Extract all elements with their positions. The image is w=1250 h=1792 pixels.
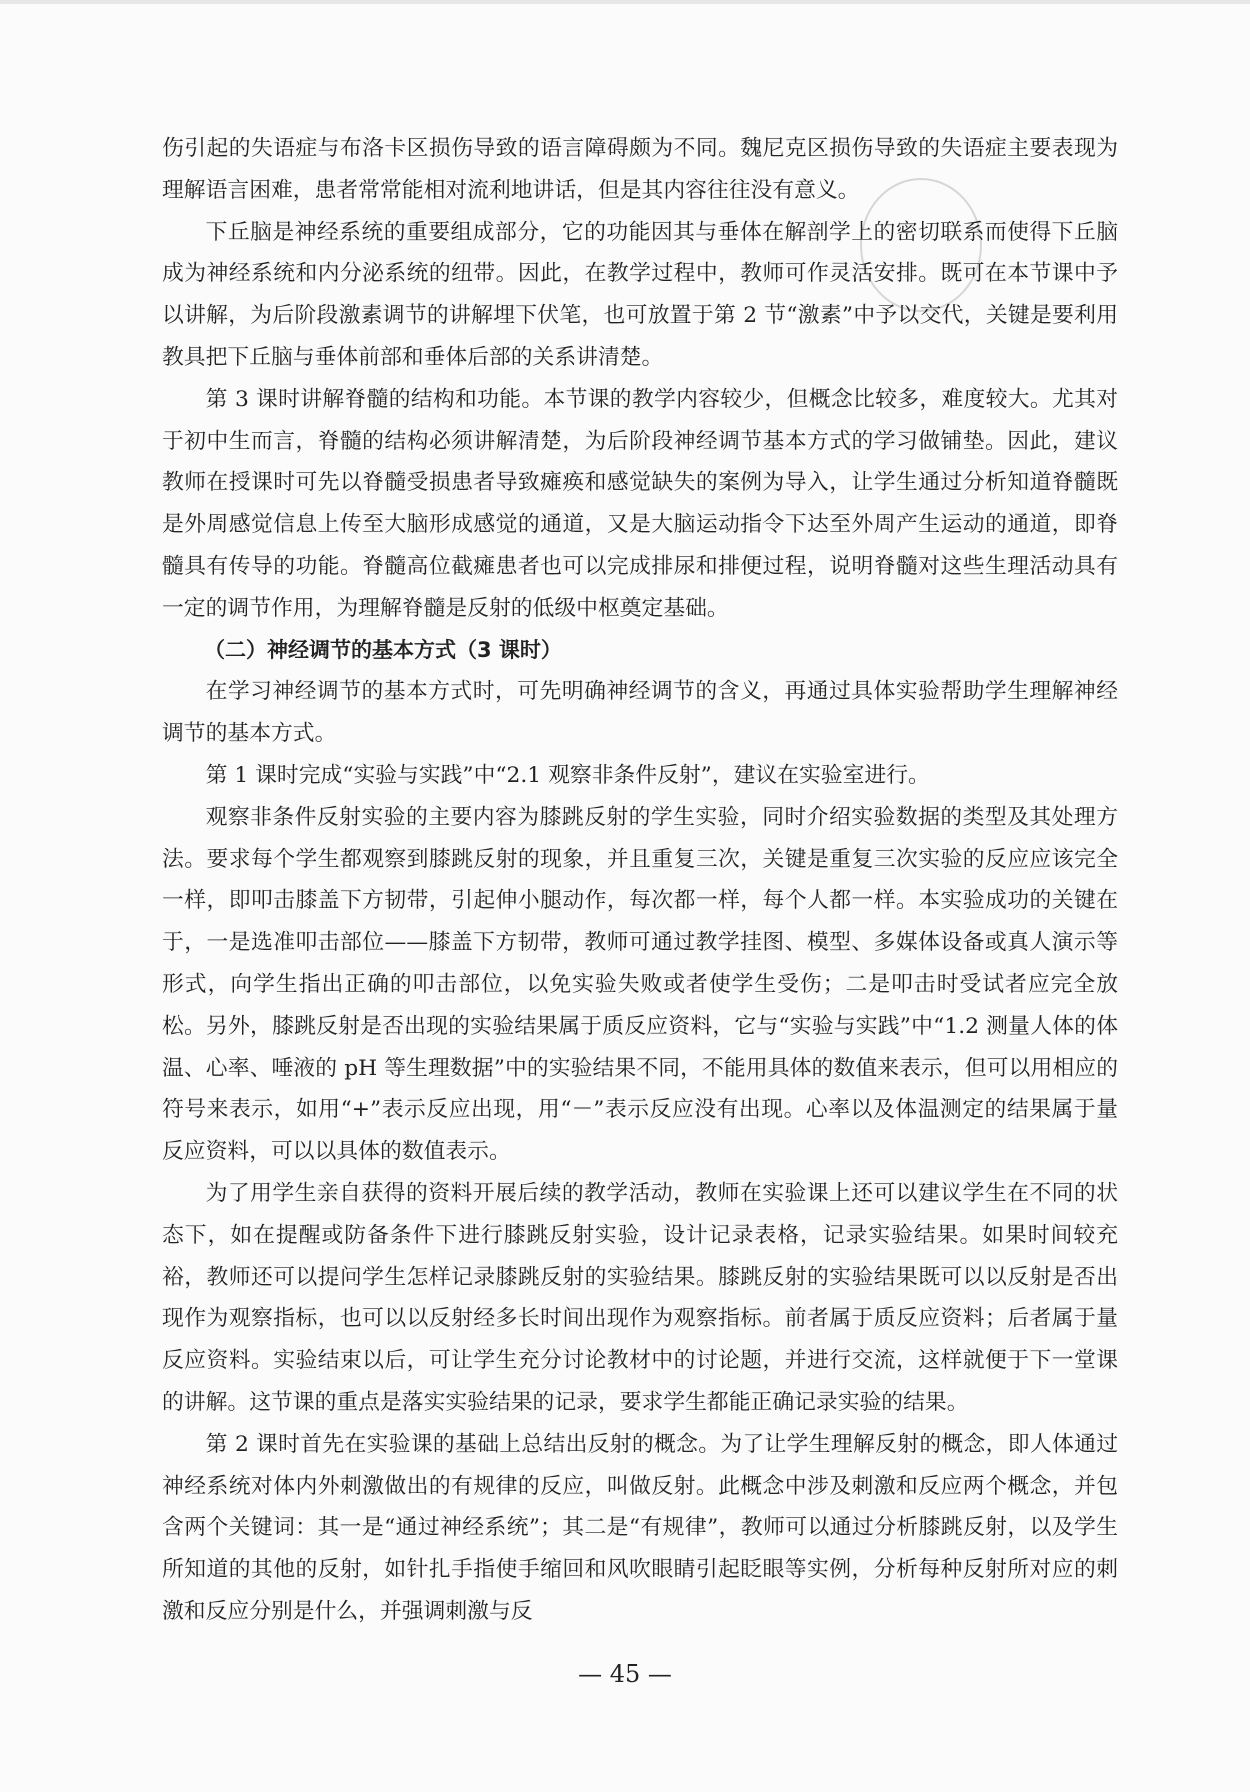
paragraph-hypothalamus: 下丘脑是神经系统的重要组成部分，它的功能因其与垂体在解剖学上的密切联系而使得下丘脑成为神经系统和内分泌系统的纽带。因此，在教学过程中，教师可作灵活安排。既可在本节课中予以讲解，为后阶段激素调节的讲解埋下伏笔，也可放置于第 2 节“激素”中予以交代，关键是要利用教具把下丘脑与垂体前部和垂体后部的关系讲清楚。 — [162, 219, 1118, 370]
page-number: — 45 — — [578, 1660, 672, 1688]
paragraph-spinal-cord: 第 3 课时讲解脊髓的结构和功能。本节课的教学内容较少，但概念比较多，难度较大。尤其对于初中生而言，脊髓的结构必须讲解清楚，为后阶段神经调节基本方式的学习做铺垫。因此，建议教师在授课时可先以脊髓受损患者导致瘫痪和感觉缺失的案例为导入，让学生通过分析知道脊髓既是外周感觉信息上传至大脑形成感觉的通道，又是大脑运动指令下达至外周产生运动的通道，即脊髓具有传导的功能。脊髓高位截瘫患者也可以完成排尿和排便过程，说明脊髓对这些生理活动具有一定的调节作用，为理解脊髓是反射的低级中枢奠定基础。 — [162, 386, 1118, 621]
document-body — [162, 128, 1118, 1633]
paragraph-nerve-regulation: 在学习神经调节的基本方式时，可先明确神经调节的含义，再通过具体实验帮助学生理解神经调节的基本方式。 — [162, 679, 1118, 747]
paragraph-lesson-1: 第 1 课时完成“实验与实践”中“2.1 观察非条件反射”，建议在实验室进行。 — [205, 762, 930, 788]
page-top-edge — [0, 0, 1250, 4]
paragraph-knee-jerk-experiment: 观察非条件反射实验的主要内容为膝跳反射的学生实验，同时介绍实验数据的类型及其处理方法。要求每个学生都观察到膝跳反射的现象，并且重复三次，关键是重复三次实验的反应应该完全一样，即叩击膝盖下方韧带，引起伸小腿动作，每次都一样，每个人都一样。本实验成功的关键在于，一是选准叩击部位——膝盖下方韧带，教师可通过教学挂图、模型、多媒体设备或真人演示等形式，向学生指出正确的叩击部位，以免实验失败或者使学生受伤；二是叩击时受试者应完全放松。另外，膝跳反射是否出现的实验结果属于质反应资料，它与“实验与实践”中“1.2 测量人体的体温、心率、唾液的 pH 等生理数据”中的实验结果不同，不能用具体的数值来表示，但可以用相应的符号来表示，如用“+”表示反应出现，用“－”表示反应没有出现。心率以及体温测定的结果属于量反应资料，可以以具体的数值表示。 — [162, 804, 1118, 1165]
section-heading: （二）神经调节的基本方式（3 课时） — [204, 637, 562, 662]
paragraph-student-data: 为了用学生亲自获得的资料开展后续的教学活动，教师在实验课上还可以建议学生在不同的状态下，如在提醒或防备条件下进行膝跳反射实验，设计记录表格，记录实验结果。如果时间较充裕，教师还可以提问学生怎样记录膝跳反射的实验结果。膝跳反射的实验结果既可以以反射是否出现作为观察指标，也可以以反射经多长时间出现作为观察指标。前者属于质反应资料；后者属于量反应资料。实验结束以后，可让学生充分讨论教材中的讨论题，并进行交流，这样就便于下一堂课的讲解。这节课的重点是落实实验结果的记录，要求学生都能正确记录实验的结果。 — [162, 1180, 1118, 1415]
paragraph-lesson-2: 第 2 课时首先在实验课的基础上总结出反射的概念。为了让学生理解反射的概念，即人体通过神经系统对体内外刺激做出的有规律的反应，叫做反射。此概念中涉及刺激和反应两个概念，并包含两个关键词：其一是“通过神经系统”；其二是“有规律”，教师可以通过分析膝跳反射，以及学生所知道的其他的反射，如针扎手指使手缩回和风吹眼睛引起眨眼等实例，分析每种反射所对应的刺激和反应分别是什么，并强调刺激与反 — [162, 1431, 1118, 1624]
paragraph-continuation: 伤引起的失语症与布洛卡区损伤导致的语言障碍颇为不同。魏尼克区损伤导致的失语症主要表现为理解语言困难，患者常常能相对流利地讲话，但是其内容往往没有意义。 — [162, 136, 1118, 203]
